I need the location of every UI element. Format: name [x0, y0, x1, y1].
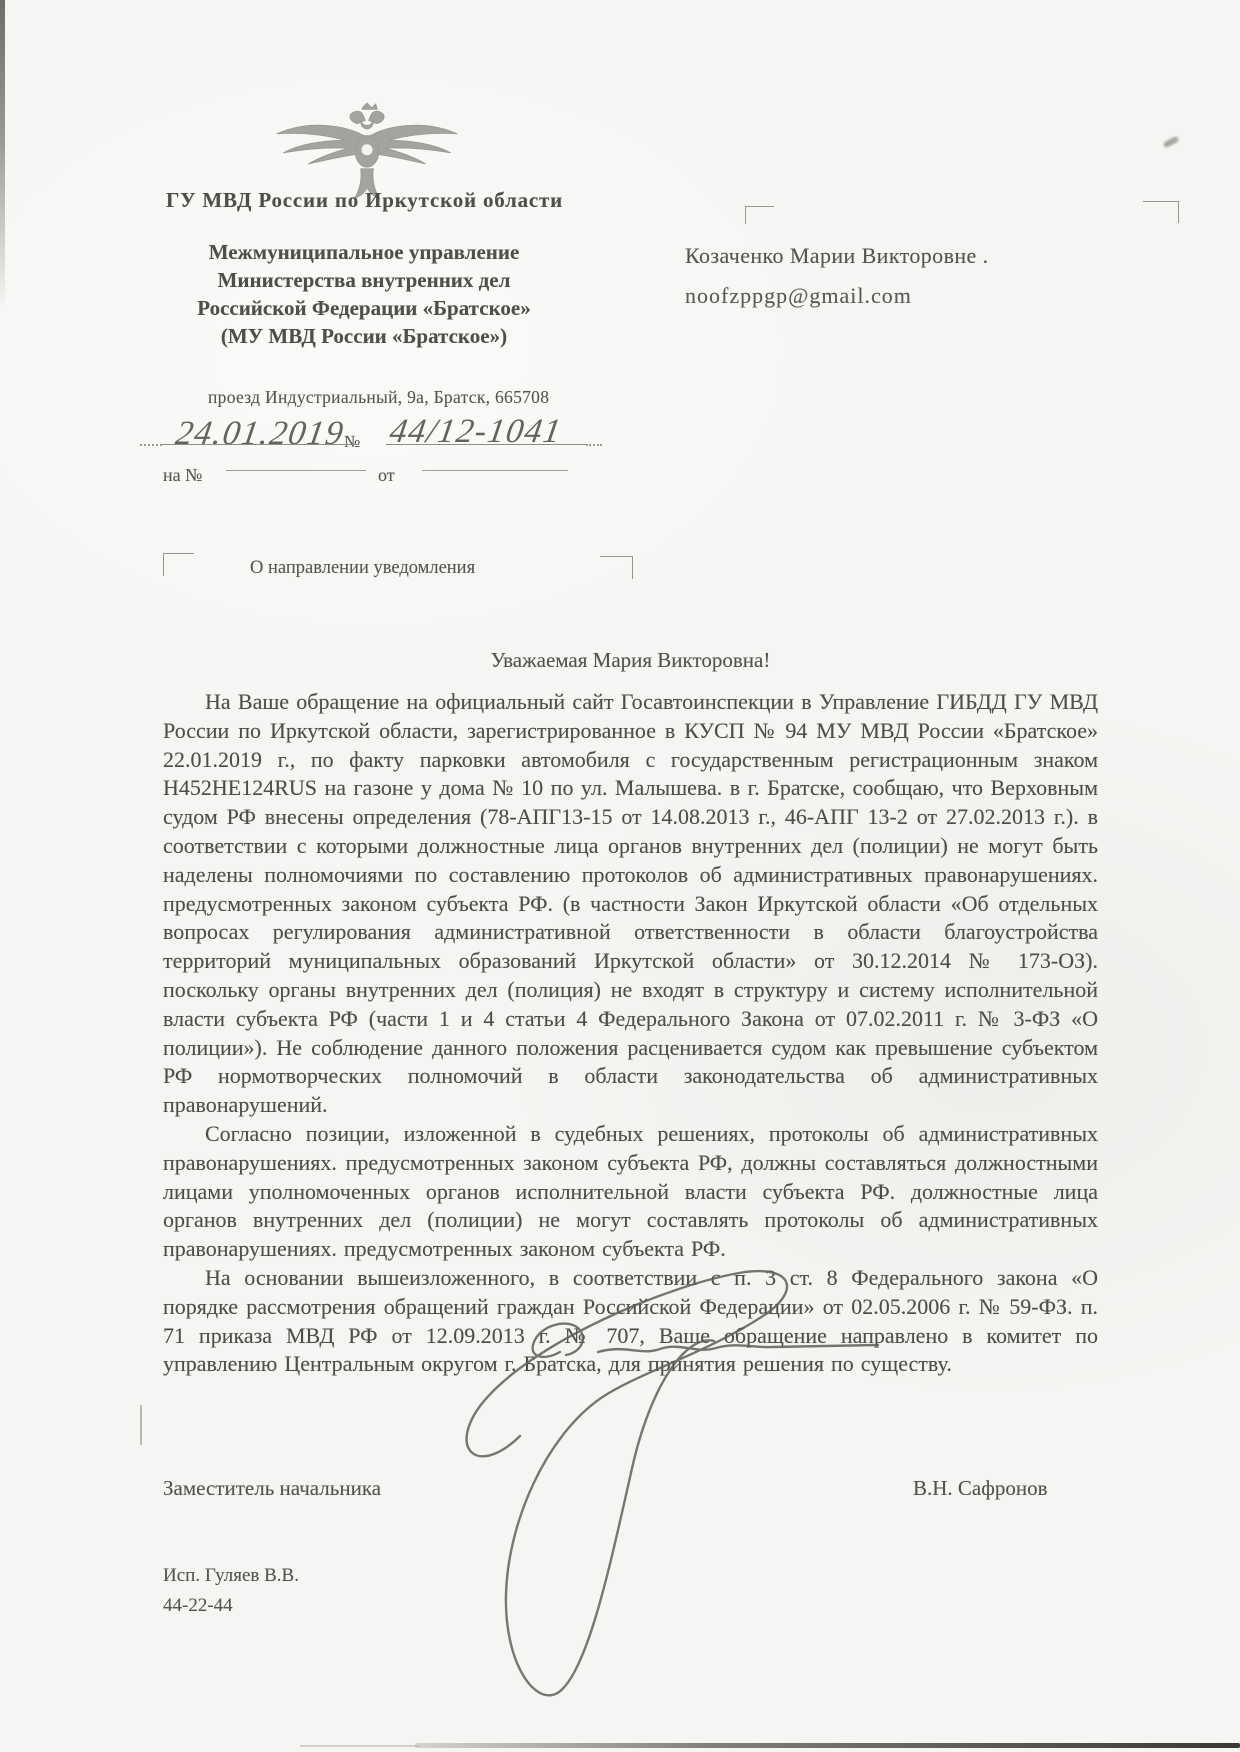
scan-smudge — [1163, 136, 1180, 149]
subject-corner-mark-right — [600, 556, 633, 579]
org-line: (МУ МВД России «Братское») — [220, 324, 508, 348]
scan-edge-artifact-left — [0, 0, 5, 310]
org-line: Российской Федерации «Братское» — [197, 296, 531, 320]
na-number-label: на № — [163, 465, 203, 485]
ot-label: от — [378, 465, 395, 485]
org-name-block — [148, 238, 580, 350]
org-line: Министерства внутренних дел — [217, 268, 511, 292]
body-paragraph-3: На основании вышеизложенного, в соответствии с п. 3 ст. 8 Федерального закона «О порядке рассмотрения обращений граждан Российской Федерации» от 02.05.2006 г. № 59-ФЗ. п. 71 приказа МВД РФ от 12.09.2013 г. № 707, Ваше обращение направлено в комитет по управлению Центральным округом г. Братска, для принятия решения по существу. — [163, 1264, 1098, 1377]
number-underline-dotted — [586, 444, 602, 446]
recipient-name: Козаченко Марии Викторовне . — [685, 243, 989, 268]
salutation: Уважаемая Мария Викторовна! — [490, 648, 771, 672]
sender-address: проезд Индустриальный, 9а, Братск, 665708 — [208, 387, 550, 407]
recipient-corner-mark-left — [745, 206, 774, 224]
date-underline — [162, 444, 358, 445]
body-paragraph-2: Согласно позиции, изложенной в судебных решениях, протоколы об административных правонарушениях. предусмотренных законом субъекта РФ, должны составляться должностными лицами уполномоченных органов исполнительной власти субъекта РФ. должностные лица органов внутренних дел (полиции) не могут составлять протоколы об административных правонарушениях. предусмотренных законом субъекта РФ. — [163, 1120, 1098, 1262]
na-number-blank-line — [226, 470, 366, 471]
scan-edge-artifact-bottom-faint — [300, 1745, 420, 1747]
handwritten-doc-number: 44/12-1041 — [387, 413, 565, 450]
date-underline-dotted — [140, 444, 162, 446]
body-paragraph-1: На Ваше обращение на официальный сайт Госавтоинспекции в Управление ГИБДД ГУ МВД России по Иркутской области, зарегистрированное в КУСП № 94 МУ МВД России «Братское» 22.01.2019 г., по факту парковки автомобиля с государственным регистрационным знаком Н452НЕ124RUS на газоне у дома № 10 по ул. Малышева. в г. Братске, сообщаю, что Верховным судом РФ внесены определения (78-АПГ13-15 от 14.08.2013 г., 46-АПГ 13-2 от 27.02.2013 г.). в соответствии с которыми должностные лица органов внутренних дел (полиции) не могут быть наделены полномочиями по составлению протоколов об административных правонарушениях. предусмотренных законом субъекта РФ. (в частности Закон Иркутской области «Об отдельных вопросах регулирования административной ответственности в области благоустройства территорий муниципальных образований Иркутской области» от 30.12.2014 № 173-ОЗ). поскольку органы внутренних дел (полиция) не входят в структуру и систему исполнительной власти субъекта РФ (части 1 и 4 статьи 4 Федерального Закона от 07.02.2011 г. № 3-ФЗ «О полиции»). Не соблюдение данного положения расценивается судом как превышение субъектом РФ нормотворческих полномочий в области законодательства об административных правонарушений. — [163, 689, 1098, 1118]
letter-body — [163, 688, 1098, 1379]
number-underline — [386, 444, 586, 445]
executor-phone: 44-22-44 — [163, 1595, 233, 1616]
subject-line: О направлении уведомления — [250, 558, 476, 578]
recipient-email: noofzppgp@gmail.com — [685, 283, 912, 308]
subject-corner-mark-left — [163, 553, 194, 576]
signer-name: В.Н. Сафронов — [913, 1476, 1048, 1500]
recipient-corner-mark-right — [1143, 201, 1179, 223]
number-sign-label: № — [344, 432, 361, 451]
signer-title: Заместитель начальника — [163, 1476, 382, 1500]
org-line: Межмуниципальное управление — [208, 240, 520, 264]
scan-mark-left — [140, 1405, 142, 1445]
org-name-main: ГУ МВД России по Иркутской области — [166, 188, 564, 212]
handwritten-date: 24.01.2019 — [173, 415, 348, 452]
executor-name: Исп. Гуляев В.В. — [163, 1565, 299, 1586]
ot-blank-line — [422, 470, 568, 471]
scan-edge-artifact-bottom — [415, 1743, 1240, 1748]
